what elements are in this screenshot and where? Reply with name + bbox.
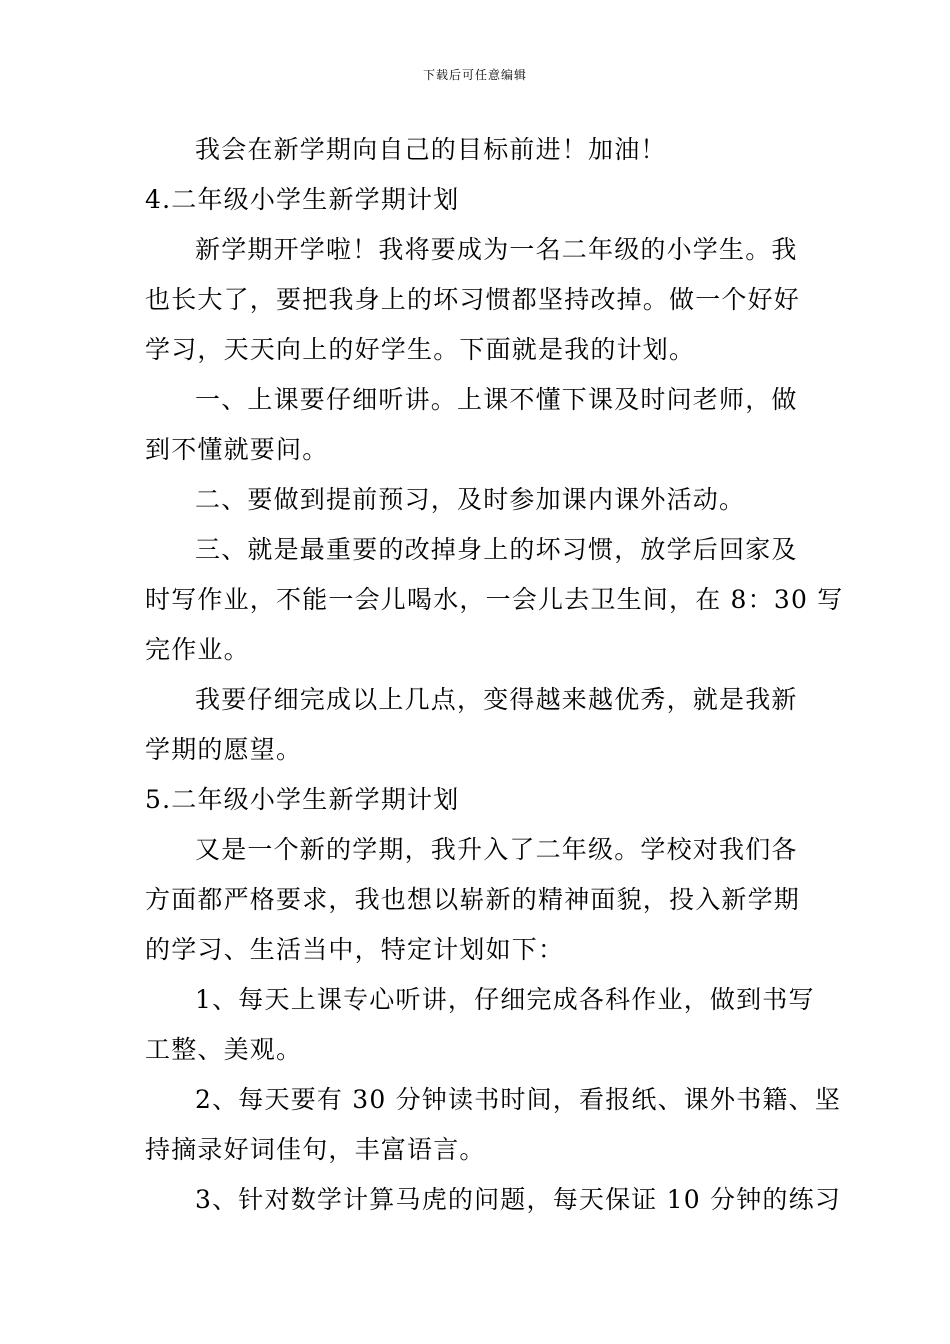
- section-heading: 4.二年级小学生新学期计划: [145, 185, 460, 214]
- text-line: 又是一个新的学期，我升入了二年级。学校对我们各: [195, 835, 798, 864]
- text-line: 方面都严格要求，我也想以崭新的精神面貌，投入新学期: [145, 885, 801, 914]
- text-line: 的学习、生活当中，特定计划如下：: [145, 935, 565, 964]
- text-line: 我会在新学期向自己的目标前进！加油！: [195, 135, 667, 164]
- text-line: 二、要做到提前预习，及时参加课内课外活动。: [195, 485, 746, 514]
- text-line: 我要仔细完成以上几点，变得越来越优秀，就是我新: [195, 685, 798, 714]
- text-line: 完作业。: [145, 635, 250, 664]
- text-line: 3、针对数学计算马虎的问题，每天保证 10 分钟的练习: [195, 1185, 842, 1214]
- text-line: 工整、美观。: [145, 1035, 303, 1064]
- text-line: 2、每天要有 30 分钟读书时间，看报纸、课外书籍、坚: [195, 1085, 842, 1114]
- text-line: 新学期开学啦！我将要成为一名二年级的小学生。我: [195, 235, 798, 264]
- text-line: 学期的愿望。: [145, 735, 303, 764]
- text-line: 三、就是最重要的改掉身上的坏习惯，放学后回家及: [195, 535, 798, 564]
- section-heading: 5.二年级小学生新学期计划: [145, 785, 460, 814]
- page-header: 下载后可任意编辑: [422, 68, 527, 82]
- text-line: 1、每天上课专心听讲，仔细完成各科作业，做到书写: [195, 985, 815, 1014]
- text-line: 学习，天天向上的好学生。下面就是我的计划。: [145, 335, 696, 364]
- text-line: 一、上课要仔细听讲。上课不懂下课及时问老师，做: [195, 385, 798, 414]
- text-line: 持摘录好词佳句，丰富语言。: [145, 1135, 486, 1164]
- text-line: 时写作业，不能一会儿喝水，一会儿去卫生间，在 8：30 写: [145, 585, 844, 614]
- text-line: 到不懂就要问。: [145, 435, 329, 464]
- text-line: 也长大了，要把我身上的坏习惯都坚持改掉。做一个好好: [145, 285, 801, 314]
